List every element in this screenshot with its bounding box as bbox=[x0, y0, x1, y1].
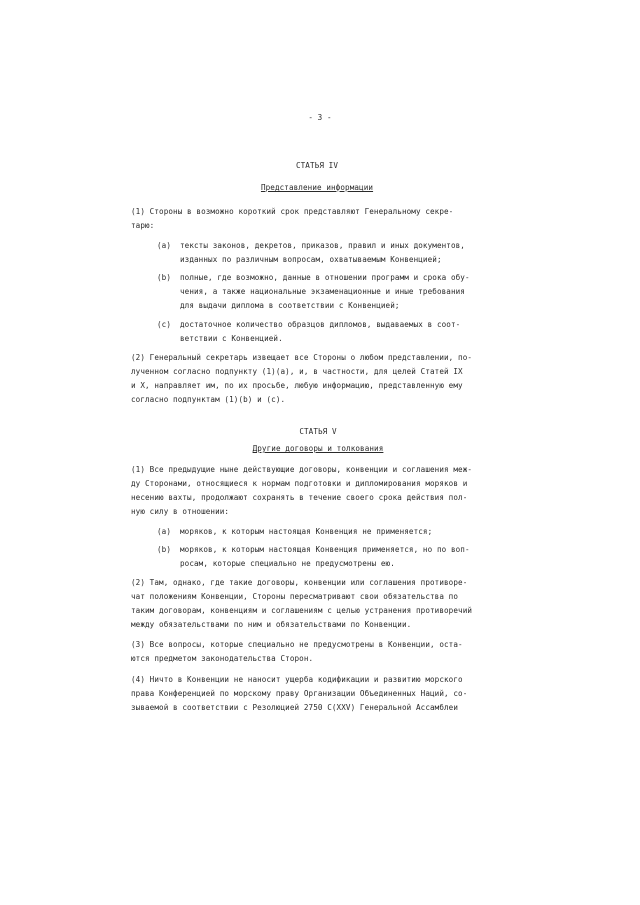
paragraph-line: чат положениям Конвенции, Стороны пересматривают свои обязательства по bbox=[131, 592, 459, 601]
item-line: тексты законов, декретов, приказов, правил и иных документов, bbox=[180, 241, 465, 250]
item-line: достаточное количество образцов дипломов, выдаваемых в соот- bbox=[180, 320, 461, 329]
paragraph-line: права Конференцией по морскому праву Организации Объединенных Наций, со- bbox=[131, 689, 468, 698]
item-label: (b) bbox=[157, 545, 172, 554]
item-label: (b) bbox=[157, 273, 172, 282]
article-5-title: СТАТЬЯ V bbox=[299, 427, 337, 436]
item-label: (c) bbox=[157, 320, 172, 329]
item-label: (a) bbox=[157, 241, 172, 250]
paragraph-line: и X, направляет им, по их просьбе, любую информацию, представленную ему bbox=[131, 381, 463, 390]
paragraph-line: (1) Стороны в возможно короткий срок представляют Генеральному секре- bbox=[131, 207, 454, 216]
item-line: для выдачи диплома в соответствии с Конвенцией; bbox=[180, 301, 400, 310]
paragraph-line: зываемой в соответствии с Резолюцией 2750 C(XXV) Генеральной Ассамблеи bbox=[131, 703, 459, 712]
paragraph-line: несению вахты, продолжают сохранять в течение своего срока действия пол- bbox=[131, 493, 468, 502]
item-line: изданных по различным вопросам, охватываемым Конвенцией; bbox=[180, 255, 442, 264]
paragraph-line: ную силу в отношении: bbox=[131, 507, 230, 516]
paragraph-line: тарю: bbox=[131, 221, 155, 230]
article-4-subtitle: Представление информации bbox=[260, 183, 374, 192]
paragraph-line: лученном согласно подпункту (1)(а), и, в частности, для целей Статей IX bbox=[131, 367, 463, 376]
article-5-subtitle: Другие договоры и толкования bbox=[252, 444, 384, 453]
paragraph-line: (3) Все вопросы, которые специально не предусмотрены в Конвенции, оста- bbox=[131, 640, 463, 649]
item-line: росам, которые специально не предусмотрены ею. bbox=[180, 559, 395, 568]
paragraph-line: (4) Ничто в Конвенции не наносит ущерба кодификации и развитию морского bbox=[131, 675, 463, 684]
paragraph-line: между обязательствами по ним и обязательствами по Конвенции. bbox=[131, 620, 412, 629]
paragraph-line: согласно подпунктам (1)(b) и (c). bbox=[131, 395, 286, 404]
article-4-title: СТАТЬЯ IV bbox=[295, 161, 339, 170]
page-number: - 3 - bbox=[308, 113, 332, 122]
item-label: (a) bbox=[157, 527, 172, 536]
paragraph-line: (1) Все предыдущие ныне действующие договоры, конвенции и соглашения меж- bbox=[131, 465, 473, 474]
paragraph-line: ются предметом законодательства Сторон. bbox=[131, 654, 314, 663]
paragraph-line: (2) Генеральный секретарь извещает все Стороны о любом представлении, по- bbox=[131, 353, 473, 362]
item-line: чения, а также национальные экзаменационные и иные требования bbox=[180, 287, 465, 296]
paragraph-line: (2) Там, однако, где такие договоры, конвенции или соглашения противоре- bbox=[131, 578, 468, 587]
item-line: полные, где возможно, данные в отношении программ и срока обу- bbox=[180, 273, 470, 282]
item-line: моряков, к которым настоящая Конвенция не применяется; bbox=[180, 527, 433, 536]
paragraph-line: таким договорам, конвенциям и соглашениям с целью устранения противоречий bbox=[131, 606, 473, 615]
paragraph-line: ду Сторонами, относящиеся к нормам подготовки и дипломирования моряков и bbox=[131, 479, 468, 488]
item-line: ветствии с Конвенцией. bbox=[180, 334, 283, 343]
item-line: моряков, к которым настоящая Конвенция применяется, но по воп- bbox=[180, 545, 470, 554]
